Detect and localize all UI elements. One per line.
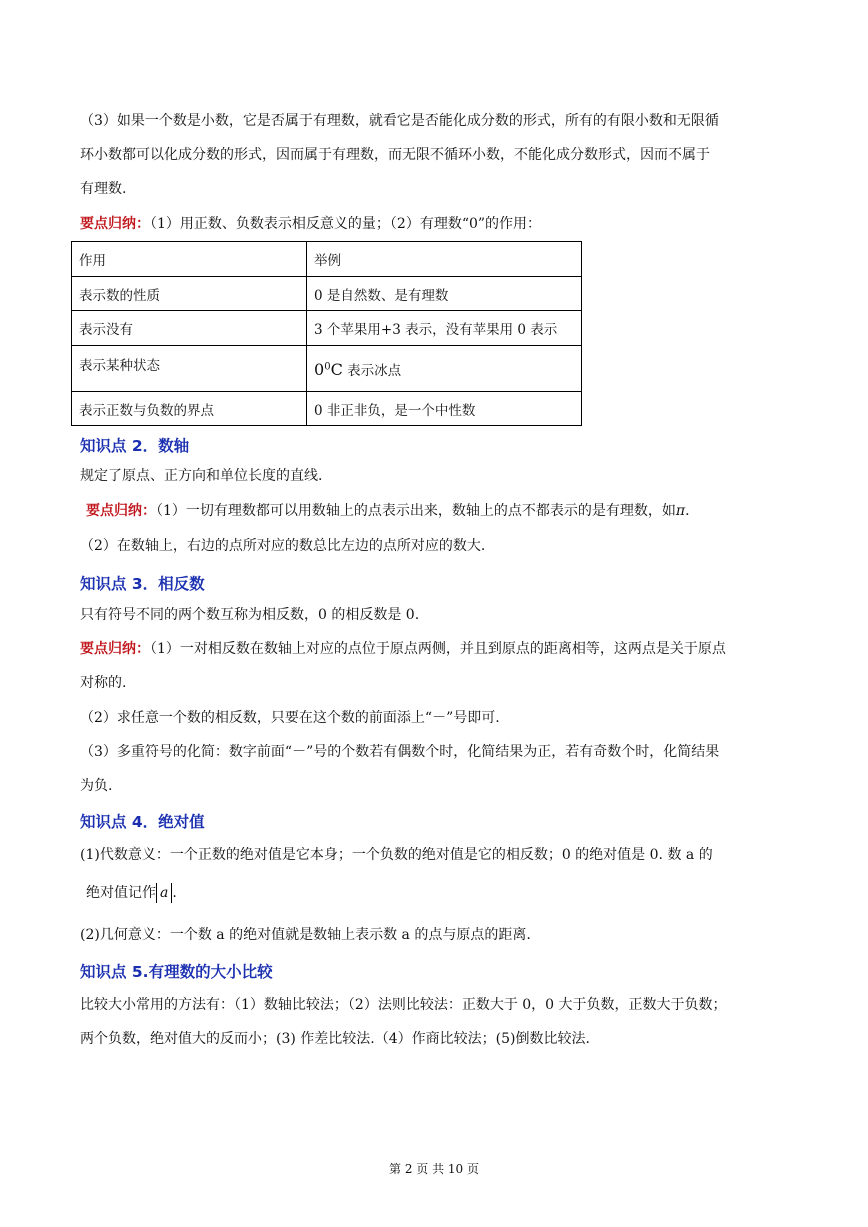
k3-definition: 只有符号不同的两个数互称为相反数，0 的相反数是 0. [80, 607, 420, 623]
table-row [72, 346, 582, 392]
k3-point-3 [80, 735, 792, 803]
k3-point-2: （2）求任意一个数的相反数，只要在这个数的前面添上“－”号即可. [80, 710, 500, 726]
table-cell: 0 非正非负，是一个中性数 [307, 392, 582, 426]
intro-line-2: 环小数都可以化成分数的形式，因而属于有理数，而无限不循环小数，不能化成分数形式，因而不属于 [80, 147, 710, 163]
degree-sup: 0 [324, 361, 331, 372]
k3-point-3a: （3）多重符号的化简：数字前面“－”号的个数若有偶数个时，化简结果为正，若有奇数个时，化简结果 [80, 744, 720, 760]
degree-unit: C [330, 359, 343, 379]
table-cell: 0 是自然数、是有理数 [307, 277, 582, 311]
k4-point-1b [86, 876, 798, 910]
table-row [72, 311, 582, 346]
zero-role-table [71, 241, 582, 426]
section-title-number-line: 知识点 2．数轴 [80, 437, 190, 455]
summary-0-label: 要点归纳： [80, 216, 150, 232]
k4-point-1a: (1)代数意义：一个正数的绝对值是它本身；一个负数的绝对值是它的相反数；0 的绝对值是 0. 数 a 的 [80, 847, 713, 863]
table-cell-state-example [307, 346, 582, 392]
table-row [72, 277, 582, 311]
k5-line-2: 两个负数，绝对值大的反而小；(3) 作差比较法.（4）作商比较法；(5)倒数比较法. [80, 1031, 590, 1047]
k2-summary [86, 494, 798, 528]
k2-summary-label: 要点归纳： [86, 503, 156, 519]
table-cell: 表示正数与负数的界点 [72, 392, 307, 426]
intro-line-1: （3）如果一个数是小数，它是否属于有理数，就看它是否能化成分数的形式，所有的有限小数和无限循 [80, 113, 719, 129]
table-header-row [72, 242, 582, 277]
k3-summary-p1b: 对称的. [80, 675, 127, 691]
k5-line-1: 比较大小常用的方法有：（1）数轴比较法；（2）法则比较法：正数大于 0，0 大于负数，正数大于负数； [80, 997, 727, 1013]
section-title-comparison: 知识点 5.有理数的大小比较 [80, 963, 273, 981]
intro-line-3: 有理数. [80, 181, 127, 197]
summary-0-text: （1）用正数、负数表示相反意义的量；（2）有理数“0”的作用： [150, 216, 542, 232]
table-cell: 表示没有 [72, 311, 307, 346]
k2-summary-p1-end: . [685, 503, 690, 519]
table-cell: 表示某种状态 [72, 346, 307, 392]
page-footer: 第 2 页 共 10 页 [389, 1162, 479, 1176]
table-cell: 3 个苹果用+3 表示，没有苹果用 0 表示 [307, 311, 582, 346]
table-cell: 表示数的性质 [72, 277, 307, 311]
section-title-opposite-numbers: 知识点 3．相反数 [80, 575, 205, 593]
k3-summary [80, 632, 792, 700]
summary-0 [80, 207, 792, 241]
table-row [72, 392, 582, 426]
table-header-example: 举例 [307, 242, 582, 277]
k3-point-3b: 为负. [80, 778, 113, 794]
k2-summary-p1: （1）一切有理数都可以用数轴上的点表示出来，数轴上的点不都表示的是有理数，如 [156, 503, 676, 519]
pi-symbol: π [675, 503, 686, 519]
k4-abs-text: 绝对值记作 [86, 885, 156, 901]
table-header-role: 作用 [72, 242, 307, 277]
k5-paragraph [80, 988, 792, 1056]
degree-text: 表示冰点 [342, 362, 402, 379]
section-title-absolute-value: 知识点 4．绝对值 [80, 813, 205, 831]
absolute-value-symbol: a [156, 883, 172, 903]
k4-point-2: (2)几何意义：一个数 a 的绝对值就是数轴上表示数 a 的点与原点的距离. [80, 927, 531, 943]
k4-abs-end: . [172, 885, 177, 901]
degree-base: 0 [314, 359, 325, 379]
k2-definition: 规定了原点、正方向和单位长度的直线. [80, 468, 323, 484]
intro-paragraph [80, 104, 792, 206]
k2-point-2: （2）在数轴上，右边的点所对应的数总比左边的点所对应的数大. [80, 538, 486, 554]
k3-summary-label: 要点归纳： [80, 641, 150, 657]
k3-summary-p1a: （1）一对相反数在数轴上对应的点位于原点两侧，并且到原点的距离相等，这两点是关于原点 [150, 641, 726, 657]
